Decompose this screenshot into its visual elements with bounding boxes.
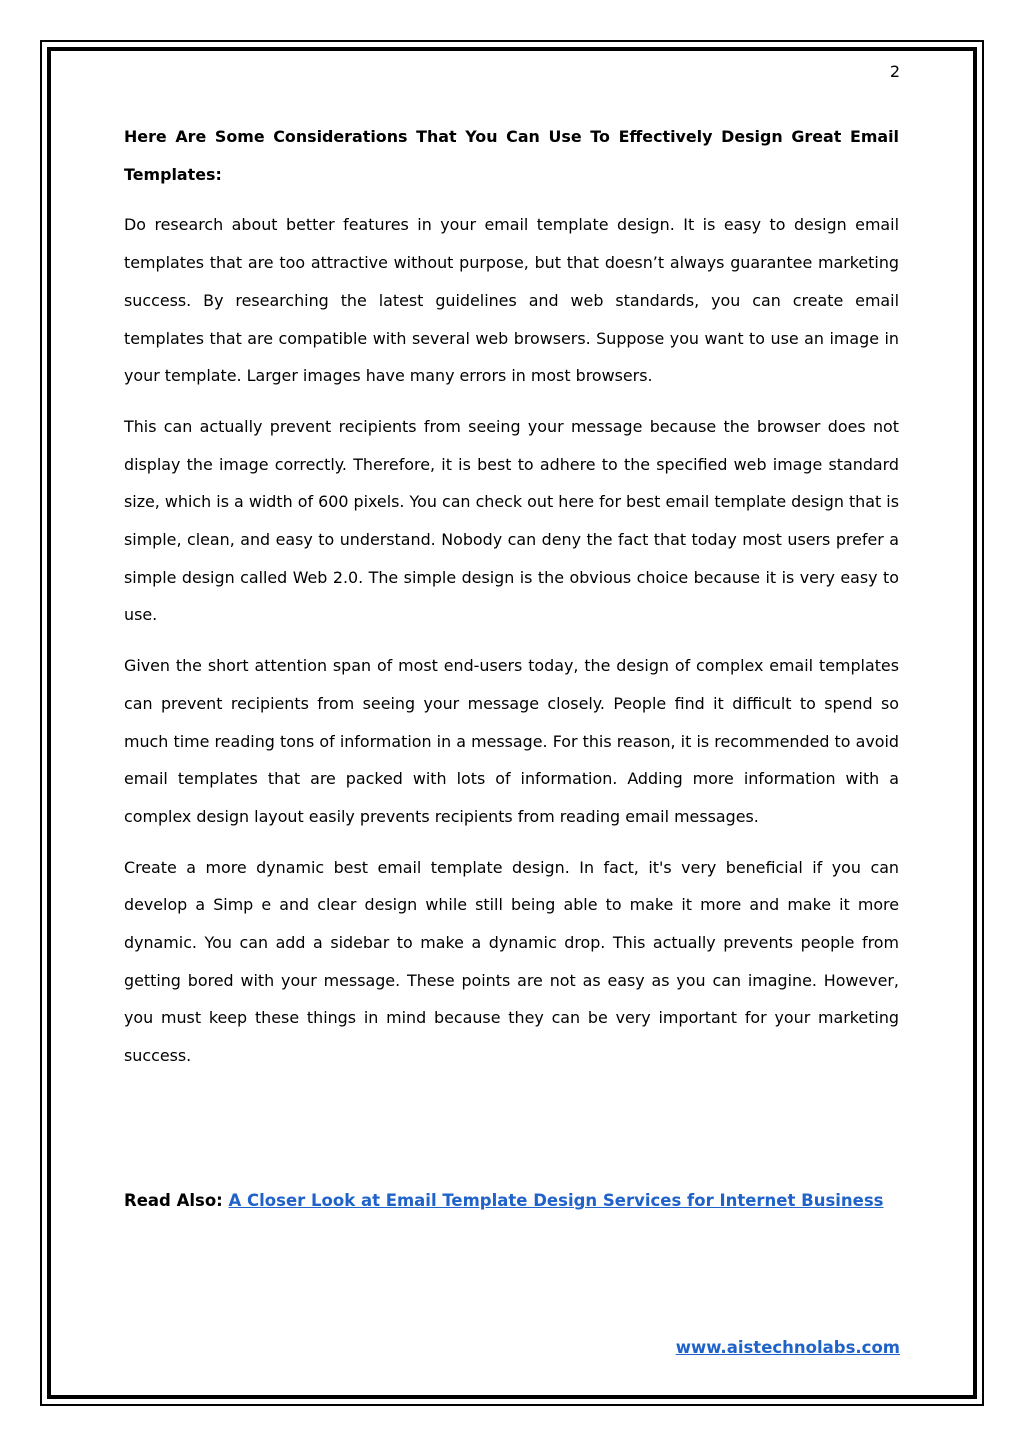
read-also	[124, 1186, 884, 1216]
read-also-label: Read Also:	[124, 1191, 223, 1210]
paragraph-2: This can actually prevent recipients from seeing your message because the browser does not display the image correctly. Therefore, it is best to adhere to the specified web image standard size, which is a width of 600 pixels. You can check out here for best email template design that is simple, clean, and easy to understand. Nobody can deny the fact that today most users prefer a simple design called Web 2.0. The simple design is the obvious choice because it is very easy to use.	[124, 416, 899, 625]
paragraph-4: Create a more dynamic best email template design. In fact, it's very beneficial if you can develop a Simp e and clear design while still being able to make it more and make it more dynamic. You can add a sidebar to make a dynamic drop. This actually prevents people from getting bored with your message. These points are not as easy as you can imagine. However, you must keep these things in mind because they can be very important for your marketing success.	[124, 857, 899, 1066]
page-number: 2	[889, 62, 900, 81]
website-link[interactable]: www.aistechnolabs.com	[675, 1338, 900, 1357]
read-also-link[interactable]: A Closer Look at Email Template Design Services for Internet Business	[228, 1191, 884, 1210]
paragraph-1: Do research about better features in your email template design. It is easy to design email templates that are too attractive without purpose, but that doesn’t always guarantee marketing success. By researching the latest guidelines and web standards, you can create email templates that are compatible with several web browsers. Suppose you want to use an image in your template. Larger images have many errors in most browsers.	[124, 215, 899, 386]
section-heading: Here Are Some Considerations That You Can Use To Effectively Design Great Email Templates:	[124, 127, 899, 184]
paragraph-3: Given the short attention span of most end-users today, the design of complex email templates can prevent recipients from seeing your message closely. People find it difficult to spend so much time reading tons of information in a message. For this reason, it is recommended to avoid email templates that are packed with lots of information. Adding more information with a complex design layout easily prevents recipients from reading email messages.	[124, 656, 899, 826]
document-body	[124, 118, 899, 1088]
